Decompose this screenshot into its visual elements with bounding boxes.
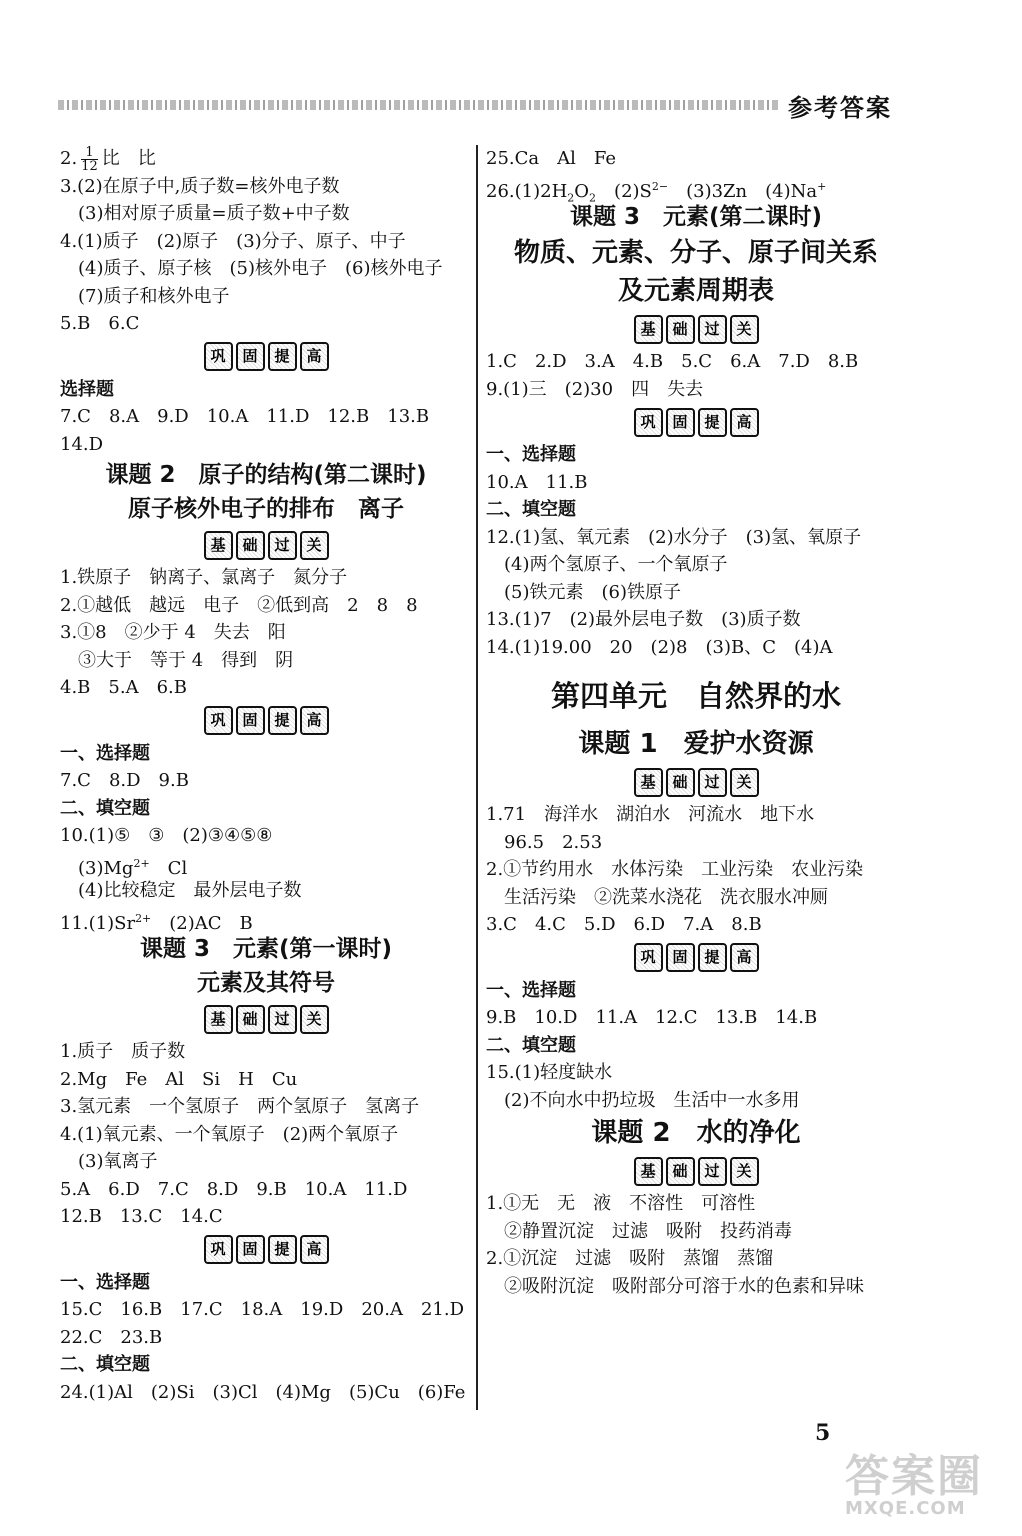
answer-line: 2.Mg Fe Al Si H Cu xyxy=(60,1068,298,1090)
fraction: $\frac{1}{12}$ xyxy=(81,144,98,174)
answer-line: 2.①沉淀 过滤 吸附 蒸馏 蒸馏 xyxy=(486,1248,774,1269)
answer-line: (3)氧离子 xyxy=(78,1151,158,1172)
answer-line: ②吸附沉淀 吸附部分可溶于水的色素和异味 xyxy=(504,1275,864,1297)
lesson-subtitle: 物质、元素、分子、原子间关系 xyxy=(513,238,878,268)
lesson-title: 课题 2 原子的结构(第二课时) xyxy=(105,462,427,488)
section-heading: 一、选择题 xyxy=(486,444,576,465)
lesson-title: 课题 3 元素(第二课时) xyxy=(569,204,823,230)
answer-line: 4.B 5.A 6.B xyxy=(60,677,187,698)
answer-line: 10.A 11.B xyxy=(486,471,588,493)
lesson-title: 课题 2 水的净化 xyxy=(591,1118,801,1148)
answer-line: (4)比较稳定 最外层电子数 xyxy=(78,880,302,901)
answer-line: 24.(1)Al (2)Si (3)Cl (4)Mg (5)Cu (6)Fe xyxy=(60,1381,466,1403)
answer-line: 10.(1)⑤ ③ (2)③④⑤⑧ xyxy=(60,825,273,846)
section-badge-consolidate: 巩 固 提 高 xyxy=(486,939,906,977)
answer-line: (4)质子、原子核 (5)核外电子 (6)核外电子 xyxy=(78,258,443,279)
section-heading: 一、选择题 xyxy=(60,1271,150,1293)
answer-line: 14.(1)19.00 20 (2)8 (3)B、C (4)A xyxy=(486,636,833,658)
section-heading: 二、填空题 xyxy=(486,499,576,520)
page-number: 5 xyxy=(815,1420,831,1446)
answer-line: 5.B 6.C xyxy=(60,313,140,334)
section-heading: 一、选择题 xyxy=(60,742,150,764)
watermark-logo: 答案圈 MXQE.COM xyxy=(845,1451,983,1519)
header-decorative-rule xyxy=(58,100,778,110)
answer-line: (2)不向水中扔垃圾 生活中一水多用 xyxy=(504,1089,800,1111)
right-column xyxy=(486,145,906,1300)
answer-line: 1.C 2.D 3.A 4.B 5.C 6.A 7.D 8.B xyxy=(486,351,859,372)
section-badge-consolidate: 巩 固 提 高 xyxy=(60,1231,472,1269)
answer-line: 3.(2)在原子中,质子数=核外电子数 xyxy=(60,175,340,197)
answer-line: 13.(1)7 (2)最外层电子数 (3)质子数 xyxy=(486,609,801,630)
answer-line: (7)质子和核外电子 xyxy=(78,285,230,307)
answer-line: 5.A 6.D 7.C 8.D 9.B 10.A 11.D xyxy=(60,1178,408,1200)
left-column xyxy=(60,145,472,1406)
answer-line: $11.(1)Sr^{2+}$ (2)AC B xyxy=(60,911,253,934)
answer-line: 3.①8 ②少于 4 失去 阳 xyxy=(60,622,286,643)
lesson-title: 课题 1 爱护水资源 xyxy=(578,729,814,759)
answer-line: 7.C 8.D 9.B xyxy=(60,770,189,791)
answer-line: 2.①越低 越远 电子 ②低到高 2 8 8 xyxy=(60,594,418,616)
answer-line: 1.铁原子 钠离子、氯离子 氮分子 xyxy=(60,567,348,588)
section-badge-consolidate: 巩 固 提 高 xyxy=(60,338,472,376)
answer-line: 14.D xyxy=(60,433,104,455)
answer-line: ③大于 等于 4 得到 阴 xyxy=(78,649,294,671)
section-badge-basics: 基 础 过 关 xyxy=(486,310,906,348)
answer-line: ②静置沉淀 过滤 吸附 投药消毒 xyxy=(504,1220,792,1242)
section-badge-basics: 基 础 过 关 xyxy=(486,1152,906,1190)
section-heading: 二、填空题 xyxy=(60,1354,150,1375)
answer-line: 4.(1)氧元素、一个氧原子 (2)两个氧原子 xyxy=(60,1123,399,1145)
answer-line: 7.C 8.A 9.D 10.A 11.D 12.B 13.B xyxy=(60,406,430,427)
answer-line: 12.B 13.C 14.C xyxy=(60,1206,223,1227)
answer-line: 1.①无 无 液 不溶性 可溶性 xyxy=(486,1193,756,1214)
section-badge-basics: 基 础 过 关 xyxy=(60,526,472,564)
unit-title: 第四单元 自然界的水 xyxy=(550,679,841,713)
answer-line: 1.71 海洋水 湖泊水 河流水 地下水 xyxy=(486,804,815,825)
answer-line: 15.(1)轻度缺水 xyxy=(486,1062,613,1083)
page-header-title: 参考答案 xyxy=(788,94,892,122)
answer-line: 96.5 2.53 xyxy=(504,831,603,853)
answer-line: 2. $\frac{1}{12}$ 比 比 xyxy=(60,144,156,174)
answer-line: 3.C 4.C 5.D 6.D 7.A 8.B xyxy=(486,914,762,935)
section-badge-consolidate: 巩 固 提 高 xyxy=(60,702,472,740)
answer-line: 生活污染 ②洗菜水浇花 洗衣服水冲厕 xyxy=(504,886,828,908)
lesson-subtitle: 原子核外电子的排布 离子 xyxy=(128,496,404,522)
answer-line: (4)两个氢原子、一个氧原子 xyxy=(504,554,728,575)
section-heading: 二、填空题 xyxy=(60,797,150,819)
lesson-subtitle: 及元素周期表 xyxy=(617,276,774,306)
answer-line: (3)相对原子质量=质子数+中子数 xyxy=(78,203,350,224)
answer-line: 4.(1)质子 (2)原子 (3)分子、原子、中子 xyxy=(60,230,406,252)
section-heading: 选择题 xyxy=(60,378,114,400)
answer-line: 2.①节约用水 水体污染 工业污染 农业污染 xyxy=(486,859,864,880)
answer-line: $(3)Mg^{2+}$ Cl xyxy=(78,856,188,879)
lesson-subtitle: 元素及其符号 xyxy=(197,970,335,996)
answer-line: 25.Ca Al Fe xyxy=(486,148,617,169)
section-heading: 一、选择题 xyxy=(486,979,576,1001)
answer-line: 3.氢元素 一个氢原子 两个氢原子 氢离子 xyxy=(60,1096,420,1117)
column-divider xyxy=(476,145,478,1410)
section-badge-consolidate: 巩 固 提 高 xyxy=(486,403,906,441)
answer-line: 12.(1)氢、氧元素 (2)水分子 (3)氢、氧原子 xyxy=(486,526,862,548)
answer-line: 22.C 23.B xyxy=(60,1326,163,1348)
answer-line: 9.(1)三 (2)30 四 失去 xyxy=(486,378,704,400)
section-heading: 二、填空题 xyxy=(486,1034,576,1056)
section-badge-basics: 基 础 过 关 xyxy=(60,1000,472,1038)
answer-line: (5)铁元素 (6)铁原子 xyxy=(504,581,681,603)
answer-line: 15.C 16.B 17.C 18.A 19.D 20.A 21.D xyxy=(60,1299,465,1320)
answer-line: 9.B 10.D 11.A 12.C 13.B 14.B xyxy=(486,1007,818,1028)
section-badge-basics: 基 础 过 关 xyxy=(486,763,906,801)
lesson-title: 课题 3 元素(第一课时) xyxy=(139,936,393,962)
answer-line: $26.(1)2H_2O_2$ $(2)S^{2-}$ (3)3Zn (4)Na+ xyxy=(486,179,827,205)
answer-line: 1.质子 质子数 xyxy=(60,1041,186,1062)
